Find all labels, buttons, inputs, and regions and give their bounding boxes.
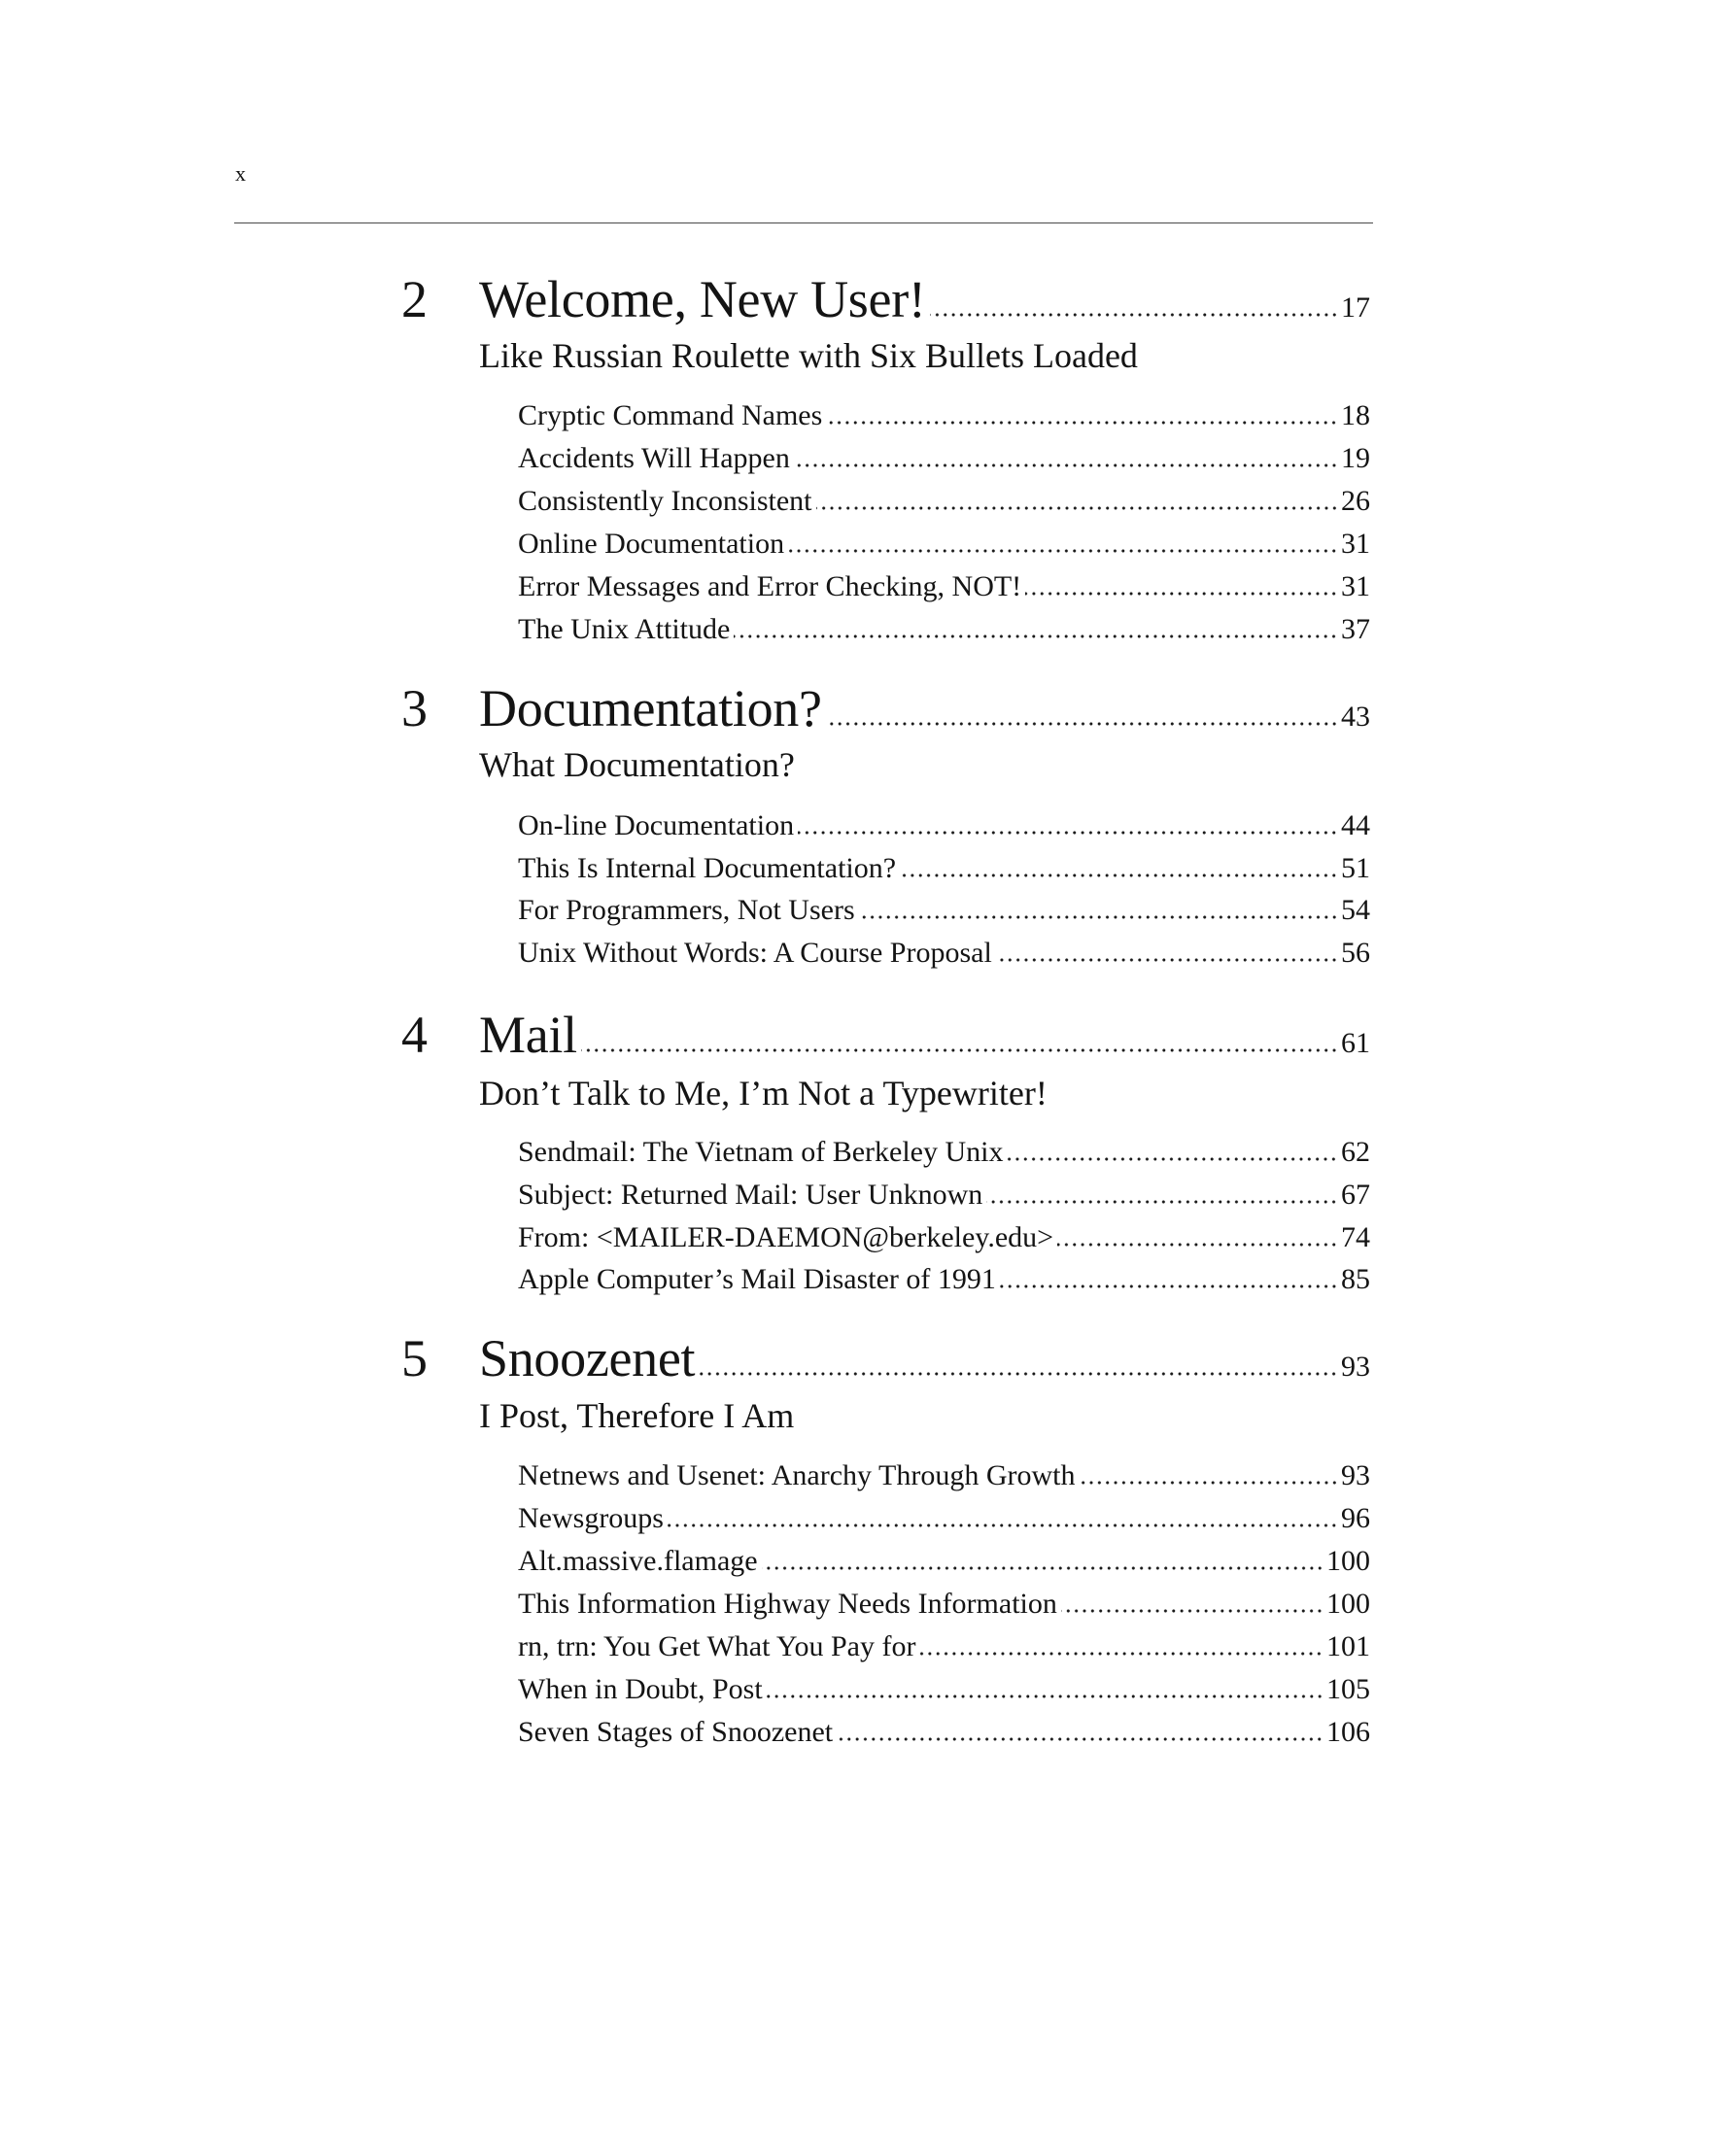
chapter-number: 2: [401, 270, 428, 328]
dot-leader: [826, 421, 1338, 425]
chapter-number: 5: [401, 1329, 428, 1387]
dot-leader: [816, 506, 1339, 510]
dot-leader: [668, 1523, 1338, 1527]
chapter-title: Snoozenet: [479, 1329, 696, 1387]
toc-section[interactable]: [518, 1547, 1370, 1576]
toc-section[interactable]: [518, 401, 1370, 430]
chapter-title: Mail: [479, 1006, 577, 1064]
header-rule: [234, 222, 1373, 223]
section-page-number: 56: [1341, 937, 1370, 969]
section-page-number: 93: [1341, 1459, 1370, 1491]
toc-section[interactable]: [518, 1461, 1370, 1490]
section-title: Cryptic Command Names: [518, 399, 823, 431]
dot-leader: [930, 313, 1338, 317]
toc-section[interactable]: [518, 530, 1370, 559]
dot-leader: [837, 1737, 1324, 1741]
dot-leader: [699, 1372, 1338, 1376]
toc-section[interactable]: [518, 487, 1370, 516]
section-title: Online Documentation: [518, 528, 785, 560]
section-title: rn, trn: You Get What You Pay for: [518, 1630, 916, 1662]
toc-section[interactable]: [518, 444, 1370, 473]
section-page-number: 26: [1341, 485, 1370, 517]
toc-section[interactable]: [518, 1675, 1370, 1704]
section-title: Apple Computer’s Mail Disaster of 1991: [518, 1263, 996, 1295]
dot-leader: [1080, 1481, 1339, 1485]
chapter-page-number: 61: [1341, 1027, 1370, 1059]
chapter-number: 4: [401, 1006, 428, 1064]
toc-section[interactable]: [518, 1632, 1370, 1661]
section-page-number: 105: [1326, 1673, 1370, 1705]
dot-leader: [798, 831, 1338, 835]
chapter-page-number: 43: [1341, 701, 1370, 733]
section-title: Netnews and Usenet: Anarchy Through Growth: [518, 1459, 1076, 1491]
dot-leader: [794, 463, 1338, 467]
section-page-number: 54: [1341, 894, 1370, 926]
section-title: Consistently Inconsistent: [518, 485, 812, 517]
section-title: From: <MAILER-DAEMON@berkeley.edu>: [518, 1221, 1054, 1253]
section-title: This Is Internal Documentation?: [518, 852, 897, 884]
section-title: Accidents Will Happen: [518, 442, 790, 474]
chapter-subtitle: Don’t Talk to Me, I’m Not a Typewriter!: [479, 1074, 1048, 1112]
dot-leader: [986, 1200, 1338, 1204]
section-page-number: 18: [1341, 399, 1370, 431]
dot-leader: [1057, 1243, 1338, 1247]
toc-section[interactable]: [518, 1504, 1370, 1533]
section-page-number: 31: [1341, 570, 1370, 602]
dot-leader: [788, 549, 1338, 553]
chapter-subtitle: I Post, Therefore I Am: [479, 1396, 795, 1435]
dot-leader: [1061, 1609, 1324, 1613]
section-title: Alt.massive.flamage: [518, 1545, 758, 1577]
section-page-number: 37: [1341, 613, 1370, 645]
section-page-number: 67: [1341, 1179, 1370, 1211]
chapter-number: 3: [401, 679, 428, 737]
toc-chapter-4[interactable]: [401, 1006, 1370, 1064]
section-page-number: 85: [1341, 1263, 1370, 1295]
section-title: Seven Stages of Snoozenet: [518, 1716, 834, 1748]
section-page-number: 51: [1341, 852, 1370, 884]
section-title: Unix Without Words: A Course Proposal: [518, 937, 992, 969]
dot-leader: [581, 1048, 1338, 1052]
section-title: Sendmail: The Vietnam of Berkeley Unix: [518, 1136, 1004, 1168]
section-title: Subject: Returned Mail: User Unknown: [518, 1179, 983, 1211]
toc-section[interactable]: [518, 811, 1370, 840]
toc-chapter-2[interactable]: [401, 270, 1370, 328]
toc-section[interactable]: [518, 854, 1370, 883]
toc-section[interactable]: [518, 1718, 1370, 1747]
toc-section[interactable]: [518, 572, 1370, 601]
dot-leader: [919, 1652, 1324, 1656]
section-title: The Unix Attitude: [518, 613, 731, 645]
page-folio: x: [235, 161, 246, 186]
section-page-number: 44: [1341, 809, 1370, 841]
dot-leader: [762, 1566, 1324, 1570]
toc-section[interactable]: [518, 1223, 1370, 1252]
section-page-number: 100: [1326, 1588, 1370, 1620]
toc-chapter-5[interactable]: [401, 1329, 1370, 1387]
section-page-number: 62: [1341, 1136, 1370, 1168]
dot-leader: [859, 915, 1338, 919]
section-title: Error Messages and Error Checking, NOT!: [518, 570, 1022, 602]
section-page-number: 106: [1326, 1716, 1370, 1748]
toc-section[interactable]: [518, 615, 1370, 644]
dot-leader: [1025, 592, 1338, 596]
section-title: For Programmers, Not Users: [518, 894, 855, 926]
dot-leader: [734, 634, 1338, 638]
dot-leader: [1007, 1157, 1338, 1161]
section-page-number: 96: [1341, 1502, 1370, 1534]
toc-section[interactable]: [518, 939, 1370, 968]
dot-leader: [996, 958, 1338, 962]
chapter-page-number: 93: [1341, 1351, 1370, 1383]
chapter-subtitle: Like Russian Roulette with Six Bullets Loaded: [479, 336, 1138, 375]
dot-leader: [1000, 1284, 1338, 1288]
toc-section[interactable]: [518, 1265, 1370, 1294]
section-page-number: 74: [1341, 1221, 1370, 1253]
toc-section[interactable]: [518, 1181, 1370, 1210]
toc-section[interactable]: [518, 1138, 1370, 1167]
section-title: When in Doubt, Post: [518, 1673, 763, 1705]
section-title: On-line Documentation: [518, 809, 795, 841]
chapter-subtitle: What Documentation?: [479, 745, 795, 784]
toc-chapter-3[interactable]: [401, 679, 1370, 737]
toc-section[interactable]: [518, 896, 1370, 925]
toc-section[interactable]: [518, 1590, 1370, 1619]
section-page-number: 101: [1326, 1630, 1370, 1662]
chapter-title: Welcome, New User!: [479, 270, 926, 328]
section-page-number: 19: [1341, 442, 1370, 474]
section-title: Newsgroups: [518, 1502, 664, 1534]
chapter-page-number: 17: [1341, 291, 1370, 324]
section-title: This Information Highway Needs Information: [518, 1588, 1057, 1620]
section-page-number: 31: [1341, 528, 1370, 560]
dot-leader: [767, 1694, 1324, 1698]
dot-leader: [900, 873, 1338, 877]
section-page-number: 100: [1326, 1545, 1370, 1577]
chapter-title: Documentation?: [479, 679, 822, 737]
dot-leader: [826, 722, 1338, 726]
